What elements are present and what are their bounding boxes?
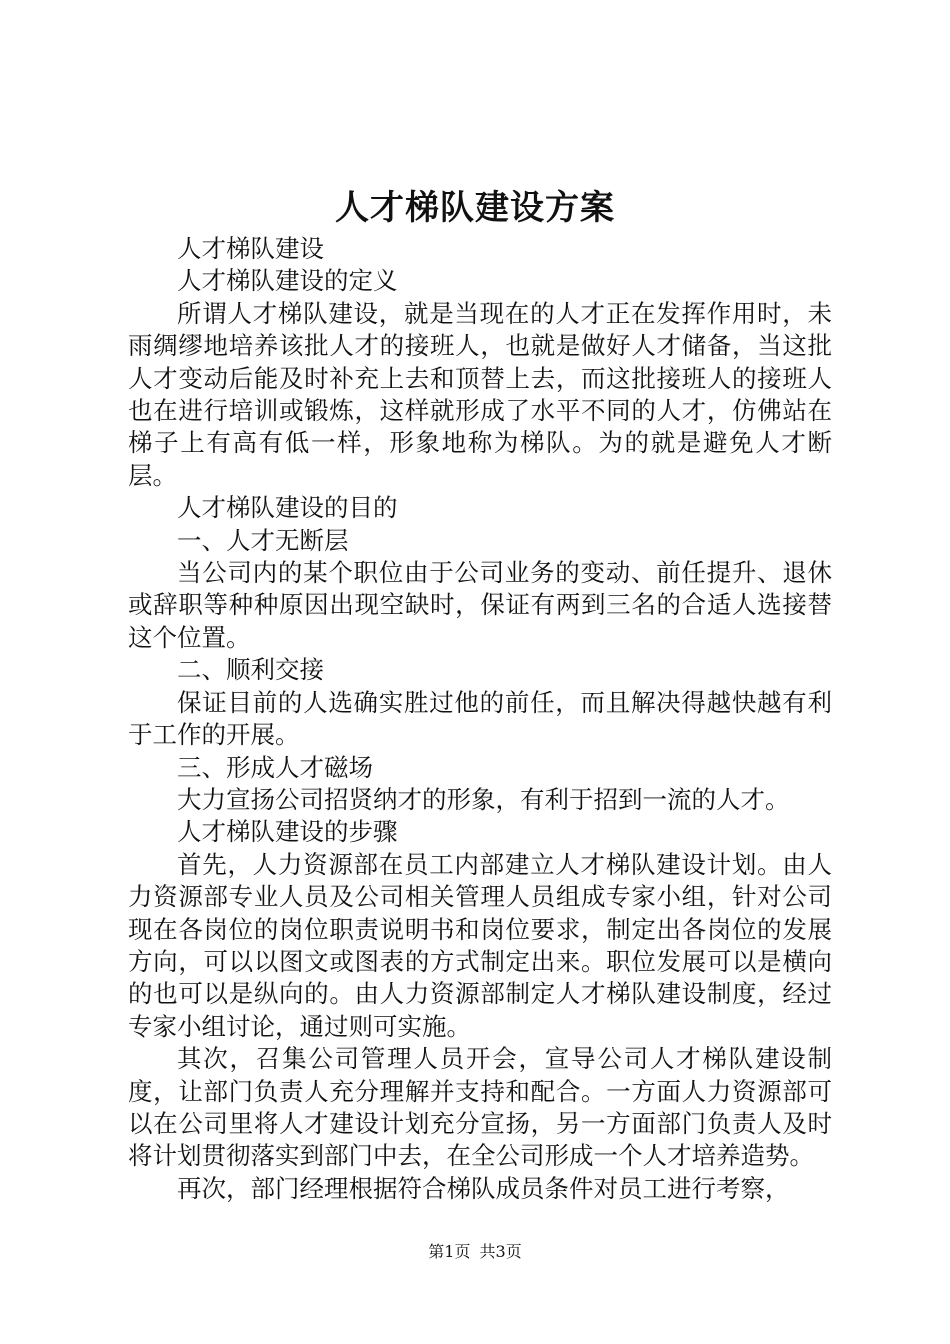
paragraph: 大力宣扬公司招贤纳才的形象，有利于招到一流的人才。	[177, 784, 790, 814]
page-total: 共3页	[479, 1242, 522, 1261]
paragraph: 二、顺利交接	[177, 655, 324, 685]
paragraph: 当公司内的某个职位由于公司业务的变动、前任提升、退休或辞职等种种原因出现空缺时，保证有两到三名的合适人选接替这个位置。	[128, 558, 832, 652]
paragraph: 首先，人力资源部在员工内部建立人才梯队建设计划。由人力资源部专业人员及公司相关管理人员组成专家小组，针对公司现在各岗位的岗位职责说明书和岗位要求，制定出各岗位的发展方向，可以以图文或图表的方式制定出来。职位发展可以是横向的也可以是纵向的。由人力资源部制定人才梯队建设制度，经过专家小组讨论，通过则可实施。	[128, 849, 832, 1041]
paragraph: 再次，部门经理根据符合梯队成员条件对员工进行考察，	[177, 1173, 790, 1203]
paragraph: 三、形成人才磁场	[177, 752, 373, 782]
paragraph: 其次，召集公司管理人员开会，宣导公司人才梯队建设制度，让部门负责人充分理解并支持和配合。一方面人力资源部可以在公司里将人才建设计划充分宣扬，另一方面部门负责人及时将计划贯彻落实到部门中去，在全公司形成一个人才培养造势。	[128, 1044, 832, 1171]
paragraph: 人才梯队建设	[177, 234, 324, 263]
paragraph: 人才梯队建设的目的	[177, 493, 398, 523]
paragraph: 一、人才无断层	[177, 525, 349, 555]
paragraph: 保证目前的人选确实胜过他的前任，而且解决得越快越有利于工作的开展。	[128, 687, 832, 750]
paragraph: 人才梯队建设的步骤	[177, 817, 398, 847]
paragraph: 所谓人才梯队建设，就是当现在的人才正在发挥作用时，未雨绸缪地培养该批人才的接班人，也就是做好人才储备，当这批人才变动后能及时补充上去和顶替上去，而这批接班人的接班人也在进行培训或锻炼，这样就形成了水平不同的人才，仿佛站在梯子上有高有低一样，形象地称为梯队。为的就是避免人才断层。	[128, 298, 832, 490]
paragraph: 人才梯队建设的定义	[177, 266, 398, 296]
document-title: 人才梯队建设方案	[335, 188, 615, 228]
page-footer	[0, 1241, 950, 1263]
document-body	[128, 233, 832, 1205]
page-number: 第1页	[428, 1242, 471, 1261]
